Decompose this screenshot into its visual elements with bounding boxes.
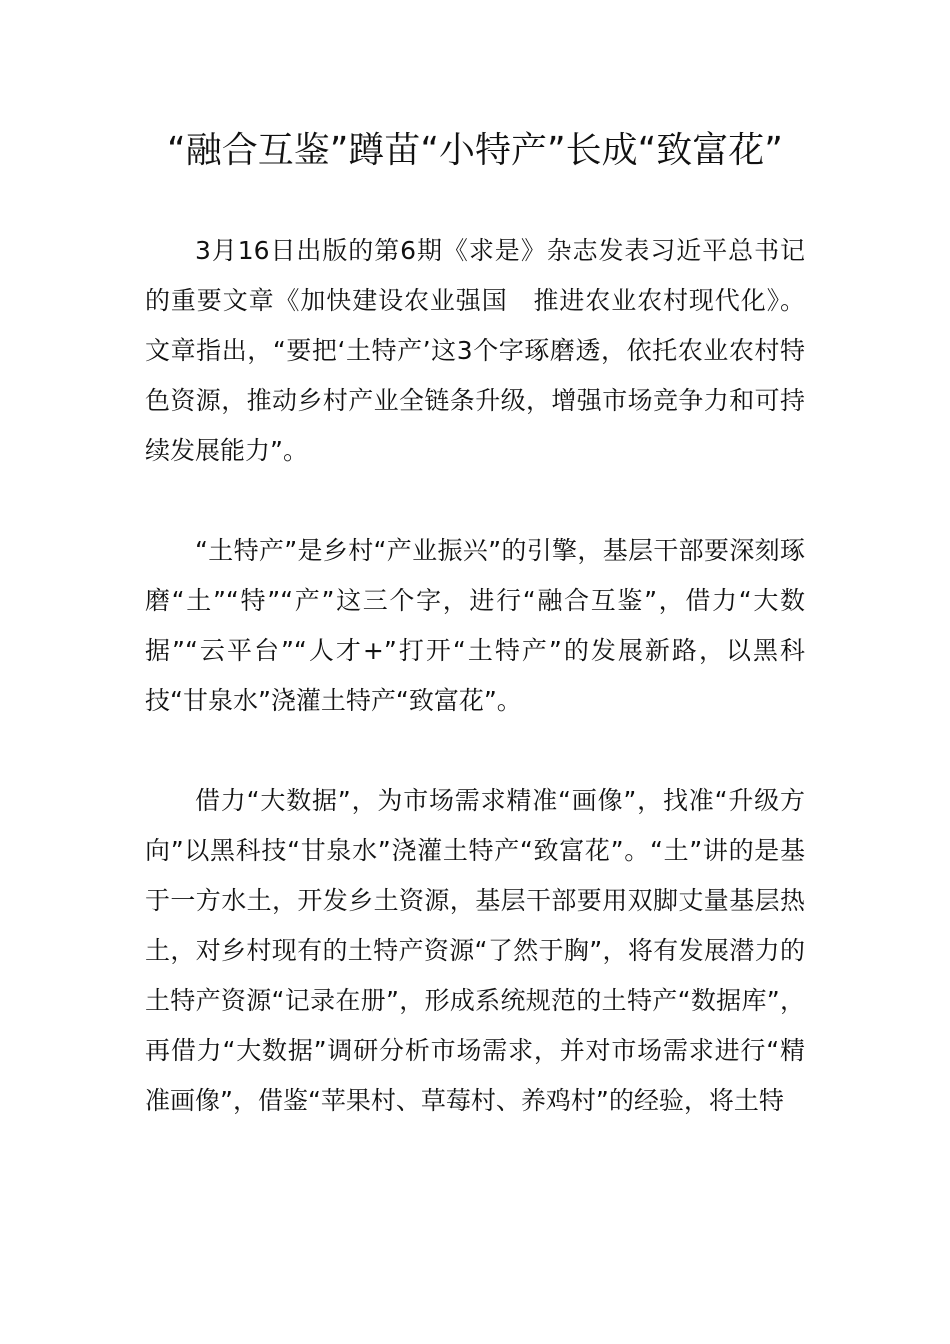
document-title: “融合互鉴”蹲苗“小特产”长成“致富花” — [167, 130, 783, 171]
paragraph-3: 借力“大数据”，为市场需求精准“画像”，找准“升级方向”以黑科技“甘泉水”浇灌土特产“致富花”。“土”讲的是基于一方水土，开发乡土资源，基层干部要用双脚丈量基层热土，对乡村现有的土特产资源“了然于胸”，将有发展潜力的土特产资源“记录在册”，形成系统规范的土特产“数据库”，再借力“大数据”调研分析市场需求，并对市场需求进行“精准画像”，借鉴“苹果村、草莓村、养鸡村”的经验，将土特 — [145, 786, 805, 1115]
paragraph-2: “土特产”是乡村“产业振兴”的引擎，基层干部要深刻琢磨“土”“特”“产”这三个字，进行“融合互鉴”，借力“大数据”“云平台”“人才+”打开“土特产”的发展新路，以黑科技“甘泉水”浇灌土特产“致富花”。 — [145, 536, 805, 715]
paragraph-1: 3月16日出版的第6期《求是》杂志发表习近平总书记的重要文章《加快建设农业强国 推进农业农村现代化》。文章指出，“要把‘土特产’这3个字琢磨透，依托农业农村特色资源，推动乡村产业全链条升级，增强市场竞争力和可持续发展能力”。 — [145, 236, 805, 465]
document-body — [145, 226, 805, 1126]
